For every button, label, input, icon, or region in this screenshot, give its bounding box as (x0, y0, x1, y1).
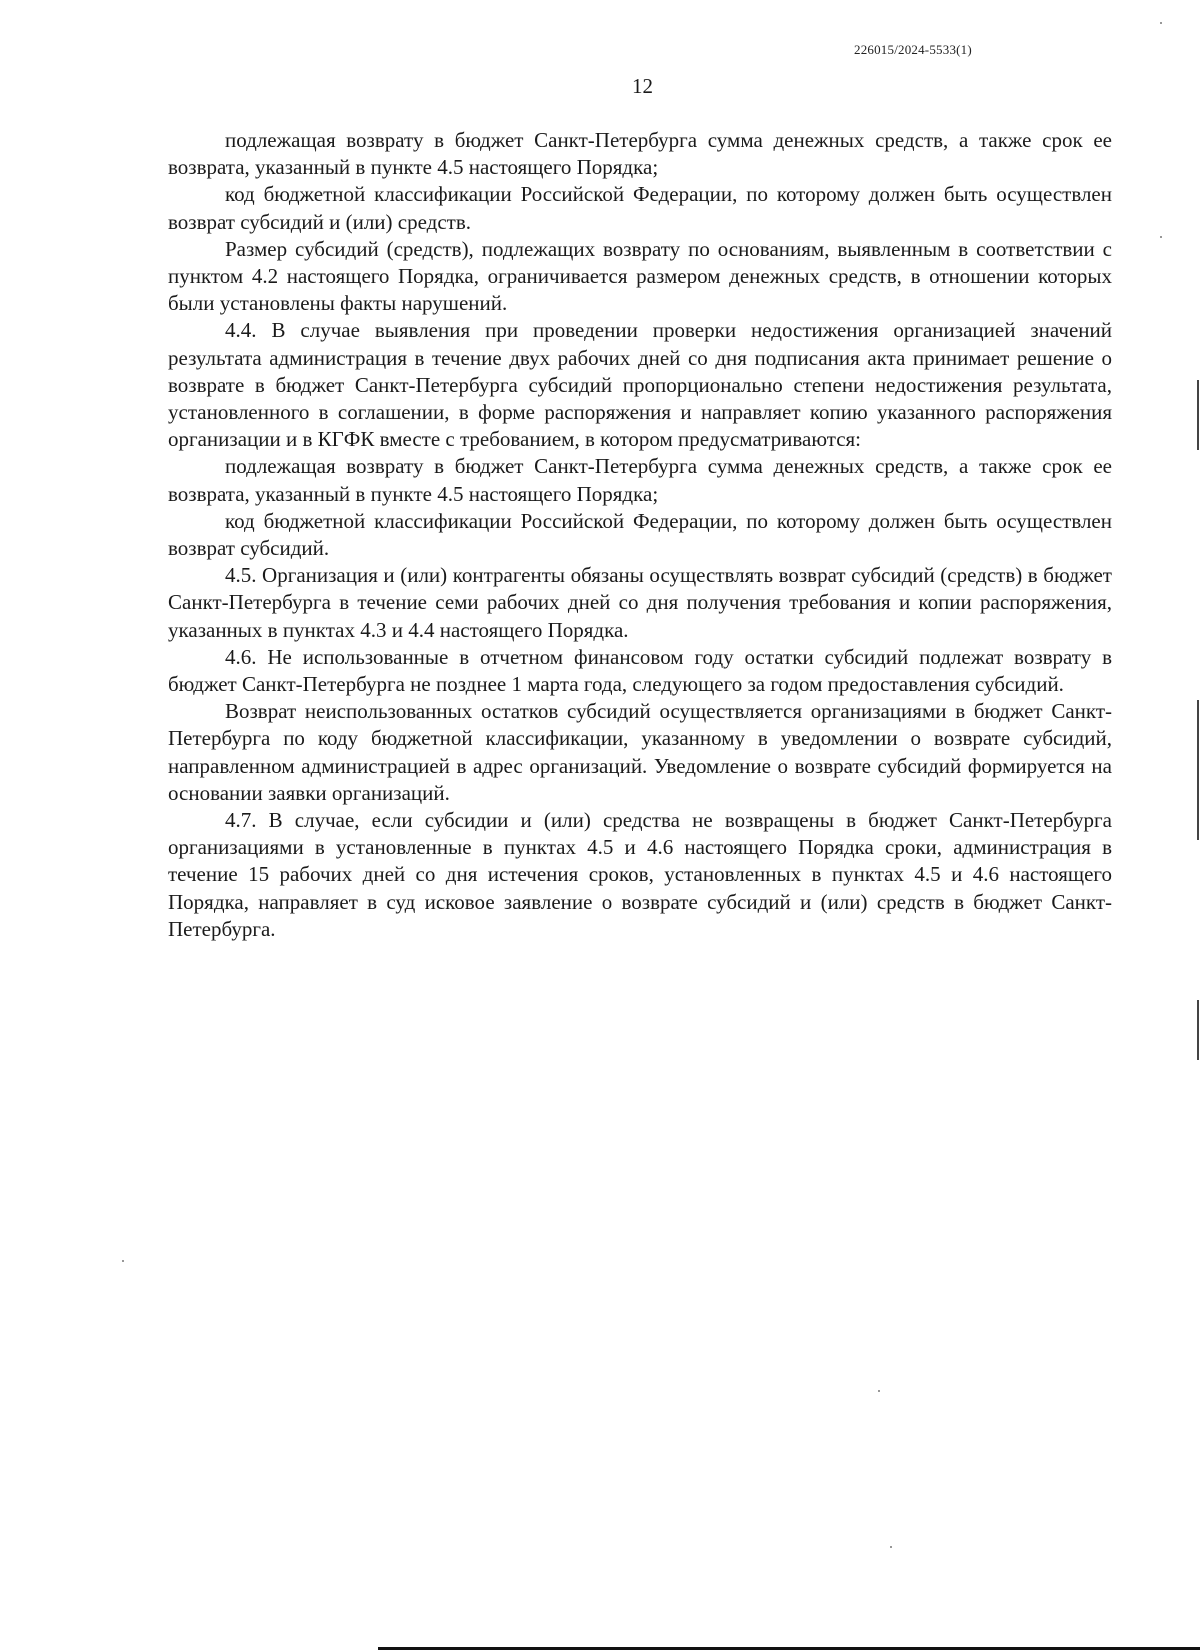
paragraph-subsidy-size: Размер субсидий (средств), подлежащих возврату по основаниям, выявленным в соответствии с пунктом 4.2 настоящего Порядка, ограничивается размером денежных средств, в отношении которых были установлены факты нарушений. (168, 236, 1112, 316)
scan-edge-line (1197, 1000, 1199, 1060)
paragraph-budget-code-2: код бюджетной классификации Российской Федерации, по которому должен быть осуществлен возврат субсидий. (168, 508, 1112, 561)
page-number: 12 (632, 74, 653, 98)
paragraph-4-6: 4.6. Не использованные в отчетном финансовом году остатки субсидий подлежат возврату в бюджет Санкт-Петербурга не позднее 1 марта года, следующего за годом предоставления субсидий. (168, 644, 1112, 697)
scan-edge-line (1197, 380, 1199, 450)
paragraph-unused-remainder: Возврат неиспользованных остатков субсидий осуществляется организациями в бюджет Санкт-Петербурга по коду бюджетной классификации, указанному в уведомлении о возврате субсидий, направленном администрацией в адрес организаций. Уведомление о возврате субсидий формируется на основании заявки организаций. (168, 699, 1112, 805)
paragraph-return-amount: подлежащая возврату в бюджет Санкт-Петербурга сумма денежных средств, а также срок ее возврата, указанный в пункте 4.5 настоящего Порядка; (168, 128, 1112, 180)
paragraph-4-5: 4.5. Организация и (или) контрагенты обязаны осуществлять возврат субсидий (средств) в бюджет Санкт-Петербурга в течение семи рабочих дней со дня получения требования и копии распоряжения, указанных в пунктах 4.3 и 4.4 настоящего Порядка. (168, 563, 1112, 642)
scan-speck (1160, 22, 1162, 24)
paragraph-4-7: 4.7. В случае, если субсидии и (или) средства не возвращены в бюджет Санкт-Петербурга организациями в установленные в пунктах 4.5 и 4.6 настоящего Порядка сроки, администрация в течение 15 рабочих дней со дня истечения сроков, установленных в пунктах 4.5 и 4.6 настоящего Порядка, направляет в суд исковое заявление о возврате субсидий и (или) средств в бюджет Санкт-Петербурга. (168, 808, 1112, 941)
scan-edge-line (1197, 700, 1199, 840)
paragraph-4-4: 4.4. В случае выявления при проведении проверки недостижения организацией значений результата администрация в течение двух рабочих дней со дня подписания акта принимает решение о возврате в бюджет Санкт-Петербурга субсидий пропорционально степени недостижения результата, установленного в соглашении, в форме распоряжения и направляет копию указанного распоряжения организации и в КГФК вместе с требованием, в котором предусматриваются: (168, 318, 1112, 452)
paragraph-budget-code: код бюджетной классификации Российской Федерации, по которому должен быть осуществлен возврат субсидий и (или) средств. (168, 182, 1112, 234)
document-registration-number: 226015/2024-5533(1) (854, 42, 972, 57)
scan-speck (1160, 236, 1162, 238)
scan-speck (878, 1390, 880, 1392)
scan-speck (890, 1546, 892, 1548)
document-body (168, 127, 1112, 943)
paragraph-return-amount-2: подлежащая возврату в бюджет Санкт-Петербурга сумма денежных средств, а также срок ее возврата, указанный в пункте 4.5 настоящего Порядка; (168, 454, 1112, 506)
scan-speck (122, 1260, 124, 1262)
